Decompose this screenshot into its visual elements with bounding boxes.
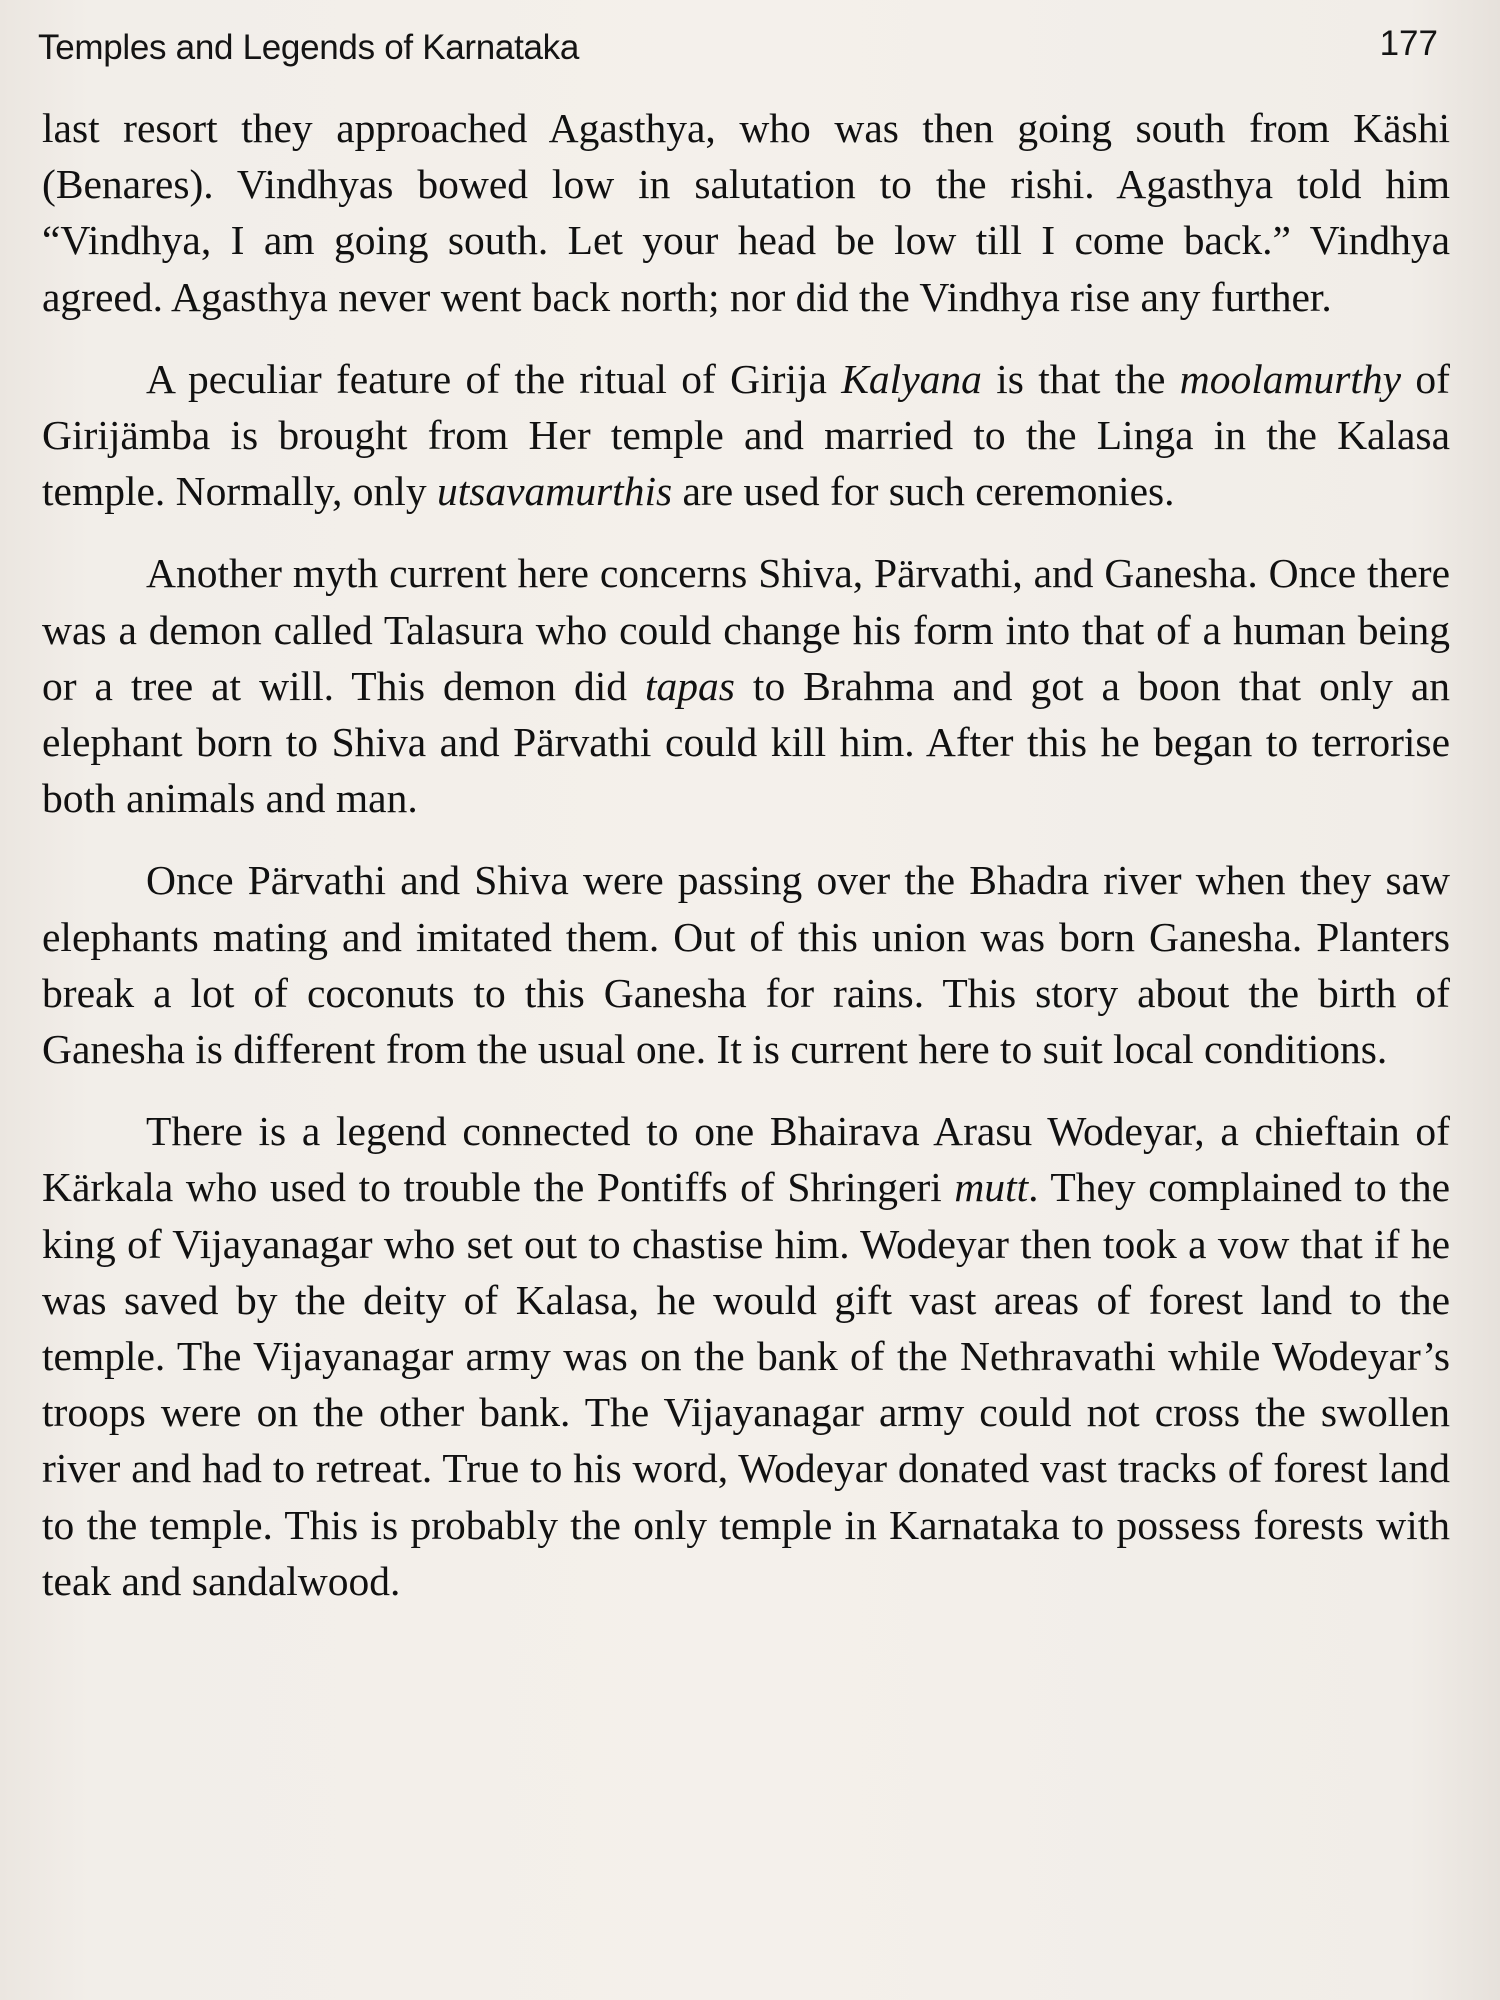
italic-term: mutt: [954, 1164, 1029, 1211]
italic-term: utsavamurthis: [436, 468, 673, 515]
paragraph: [42, 100, 1450, 325]
page-header: [38, 22, 1458, 82]
text-run: are used for such ceremonies.: [672, 468, 1175, 515]
text-run: Once Pärvathi and Shiva were passing over the Bhadra river when they saw elephants mating and imitated them. Out of this union was born Ganesha. Planters break a lot of coconuts to this Ganesha for rains. This story about the birth of Ganesha is different from the usual one. It is current here to suit local conditions.: [42, 857, 1450, 1073]
paragraph: [42, 545, 1450, 826]
text-run: is that the: [981, 355, 1180, 402]
text-run: There is a legend connected to one Bhairava Arasu Wodeyar, a chieftain of Kärkala who used to trouble the Pontiffs of Shringeri: [42, 1108, 1450, 1211]
text-run: to Brahma and got a boon that only an elephant born to Shiva and Pärvathi could kill him. After this he began to terrorise both animals and man.: [42, 662, 1451, 822]
text-run: of Girijämba is brought from Her temple and married to the Linga in the Kalasa temple. Normally, only: [42, 355, 1450, 515]
running-title: Temples and Legends of Karnataka: [38, 28, 580, 67]
text-run: last resort they approached Agasthya, who was then going south from Käshi (Benares). Vindhyas bowed low in salutation to the rishi. Agasthya told him “Vindhya, I am going south. Let your head be low till I come back.” Vindhya agreed. Agasthya never went back north; nor did the Vindhya rise any further.: [42, 105, 1450, 320]
paragraph: [42, 351, 1450, 520]
body-text: [42, 100, 1450, 1635]
text-run: Another myth current here concerns Shiva, Pärvathi, and Ganesha. Once there was a demon called Talasura who could change his form into that of a human being or a tree at will. This demon did: [42, 550, 1450, 709]
paragraph: [42, 1103, 1450, 1609]
text-run: . They complained to the king of Vijayanagar who set out to chastise him. Wodeyar then took a vow that if he was saved by the deity of Kalasa, he would gift vast areas of forest land to the temple. The Vijayanagar army was on the bank of the Nethravathi while Wodeyar’s troops were on the other bank. The Vijayanagar army could not cross the swollen river and had to retreat. True to his word, Wodeyar donated vast tracks of forest land to the temple. This is probably the only temple in Karnataka to possess forests with teak and sandalwood.: [42, 1164, 1450, 1604]
italic-term: moolamurthy: [1179, 355, 1402, 402]
page-number: 177: [1379, 24, 1438, 63]
italic-term: Kalyana: [841, 355, 982, 402]
text-run: A peculiar feature of the ritual of Girija: [146, 355, 842, 402]
italic-term: tapas: [644, 662, 735, 709]
paragraph: [42, 852, 1450, 1077]
